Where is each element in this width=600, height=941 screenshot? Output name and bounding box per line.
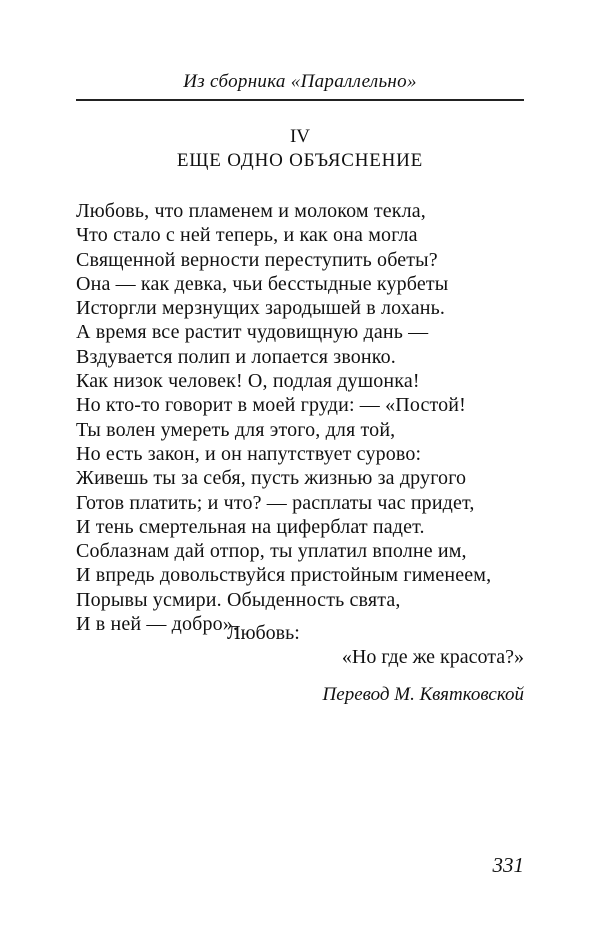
translator-credit: Перевод М. Квятковской (322, 684, 524, 705)
closing-reply: «Но где же красота?» (341, 646, 524, 668)
header-rule (76, 99, 524, 101)
poem-line: Порывы усмири. Обыденность свята, (76, 588, 401, 611)
poem-line: И тень смертельная на циферблат падет. (76, 515, 425, 538)
poem-line: Священной верности переступить обеты? (76, 248, 438, 271)
poem-line: Как низок человек! О, подлая душонка! (76, 370, 420, 393)
poem-line: Но кто-то говорит в моей груди: — «Постой! (76, 394, 466, 417)
poem-line: Но есть закон, и он напутствует сурово: (76, 442, 422, 465)
speaker-label: Любовь: (227, 622, 300, 644)
poem-line: Вздувается полип и лопается звонко. (76, 345, 396, 368)
poem-title: ЕЩЕ ОДНО ОБЪЯСНЕНИЕ (176, 150, 424, 171)
poem-line: И в ней — добро». (76, 613, 239, 636)
poem-line: А время все растит чудовищную дань — (76, 321, 429, 344)
poem-body (76, 199, 536, 636)
poem-line: И впредь довольствуйся пристойным гименеем, (76, 564, 492, 587)
poem-line: Исторгли мерзнущих зародышей в лохань. (76, 297, 446, 320)
poem-line: Соблазнам дай отпор, ты уплатил вполне им, (76, 540, 467, 563)
section-number: IV (289, 126, 311, 147)
running-head: Из сборника «Параллельно» (183, 71, 417, 92)
poem-line: Живешь ты за себя, пусть жизнью за другого (76, 467, 467, 490)
poem-line: Ты волен умереть для этого, для той, (76, 418, 396, 441)
poem-line: Готов платить; и что? — расплаты час придет, (76, 491, 475, 514)
page-number: 331 (492, 853, 524, 877)
poem-line: Она — как девка, чьи бесстыдные курбеты (76, 272, 449, 295)
poem-line: Любовь, что пламенем и молоком текла, (76, 200, 426, 222)
poem-line: Что стало с ней теперь, и как она могла (76, 224, 418, 247)
